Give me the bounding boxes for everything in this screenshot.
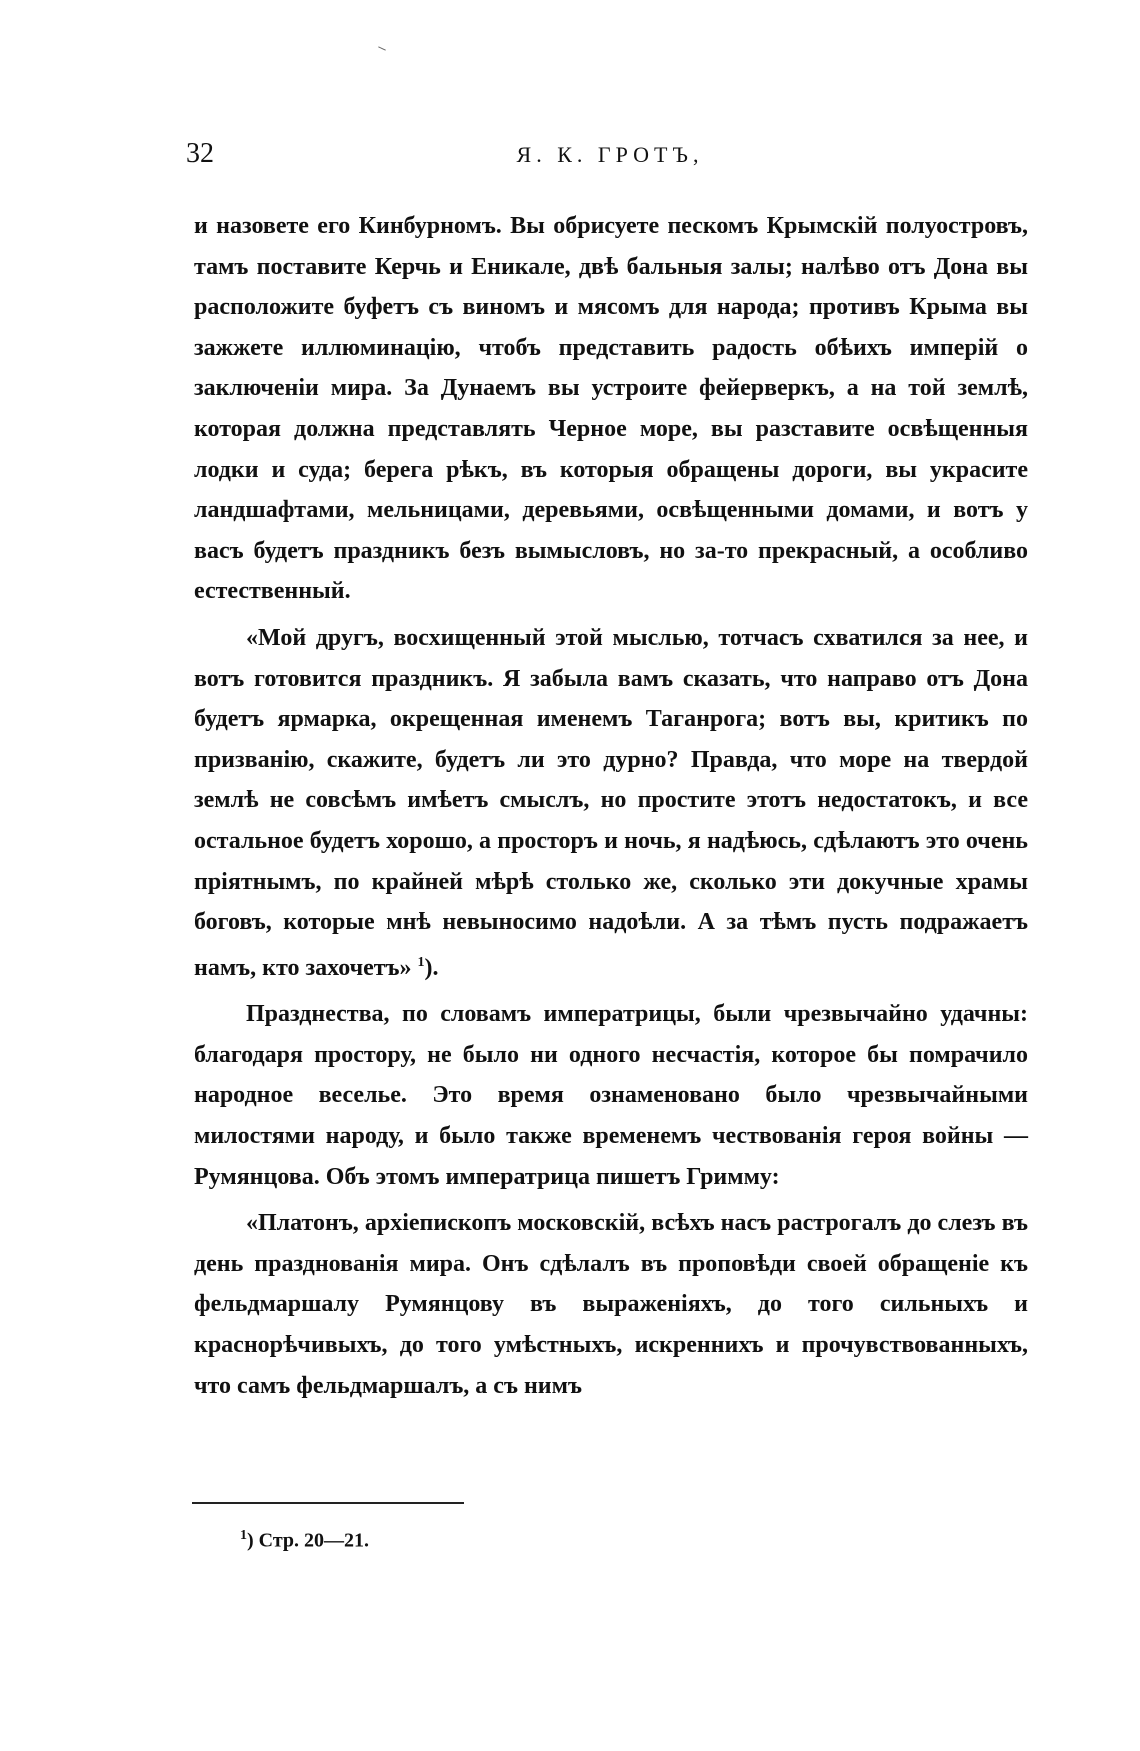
footnote-text: ) Стр. 20—21.: [247, 1529, 370, 1552]
page-number: 32: [186, 138, 214, 169]
footnote-mark: 1: [240, 1528, 247, 1543]
running-title: Я. К. ГРОТЪ,: [516, 142, 704, 167]
paragraph-1-text: и назовете его Кинбурномъ. Вы обрисуете пескомъ Крымскій полуостровъ, тамъ поставите Керчь и Еникале, двѣ бальныя залы; налѣво отъ Дона вы расположите буфетъ съ виномъ и мясомъ для народа; противъ Крыма вы зажжете иллюминацію, чтобъ представить радость обѣихъ имперій о заключеніи мира. За Дунаемъ вы устроите фейерверкъ, а на той землѣ, которая должна представлять Черное море, вы разставите освѣщенныя лодки и суда; берега рѣкъ, въ которыя обращены дороги, вы украсите ландшафтами, мельницами, деревьями, освѣщенными домами, и вотъ у васъ будетъ праздникъ безъ вымысловъ, но за-то прекрасный, а особливо естественный.: [194, 213, 1028, 605]
body-text: [194, 206, 1028, 1406]
paragraph-4: [194, 1203, 1028, 1406]
paragraph-2: [194, 618, 1028, 988]
footnote: [240, 1528, 369, 1553]
paragraph-2-tail: ).: [424, 954, 439, 981]
paragraph-2-text: «Мой другъ, восхищенный этой мыслью, тотчасъ схватился за нее, и вотъ готовится праздникъ. Я забыла вамъ сказать, что направо отъ Дона будетъ ярмарка, окрещенная именемъ Таганрога; вотъ вы, критикъ по призванію, скажите, будетъ ли это дурно? Правда, что море на твердой землѣ не совсѣмъ имѣетъ смыслъ, но простите этотъ недостатокъ, и все остальное будетъ хорошо, а просторъ и ночь, я надѣюсь, сдѣлаютъ это очень пріятнымъ, по крайней мѣрѣ столько же, сколько эти докучные храмы боговъ, которые мнѣ невыносимо надоѣли. А за тѣмъ пусть подражаетъ намъ, кто захочетъ»: [194, 624, 1028, 981]
paragraph-3-text: Празднества, по словамъ императрицы, были чрезвычайно удачны: благодаря простору, не было ни одного несчастія, которое бы помрачило народное веселье. Это время ознаменовано было чрезвычайными милостями народу, и было также временемъ чествованія героя войны — Румянцова. Объ этомъ императрица пишетъ Гримму:: [194, 1001, 1028, 1190]
paragraph-1: [194, 206, 1028, 612]
page-header: [186, 138, 1034, 178]
paragraph-3: [194, 994, 1028, 1197]
footnote-divider: [192, 1502, 464, 1504]
footnote-reference[interactable]: 1: [417, 954, 425, 970]
stray-mark: [378, 46, 386, 50]
paragraph-4-text: «Платонъ, архіепископъ московскій, всѣхъ насъ растрогалъ до слезъ въ день празднованія мира. Онъ сдѣлалъ въ проповѣди своей обращеніе къ фельдмаршалу Румянцову въ выраженіяхъ, до того сильныхъ и краснорѣчивыхъ, до того умѣстныхъ, искреннихъ и прочувствованныхъ, что самъ фельдмаршалъ, а съ нимъ: [194, 1210, 1028, 1399]
